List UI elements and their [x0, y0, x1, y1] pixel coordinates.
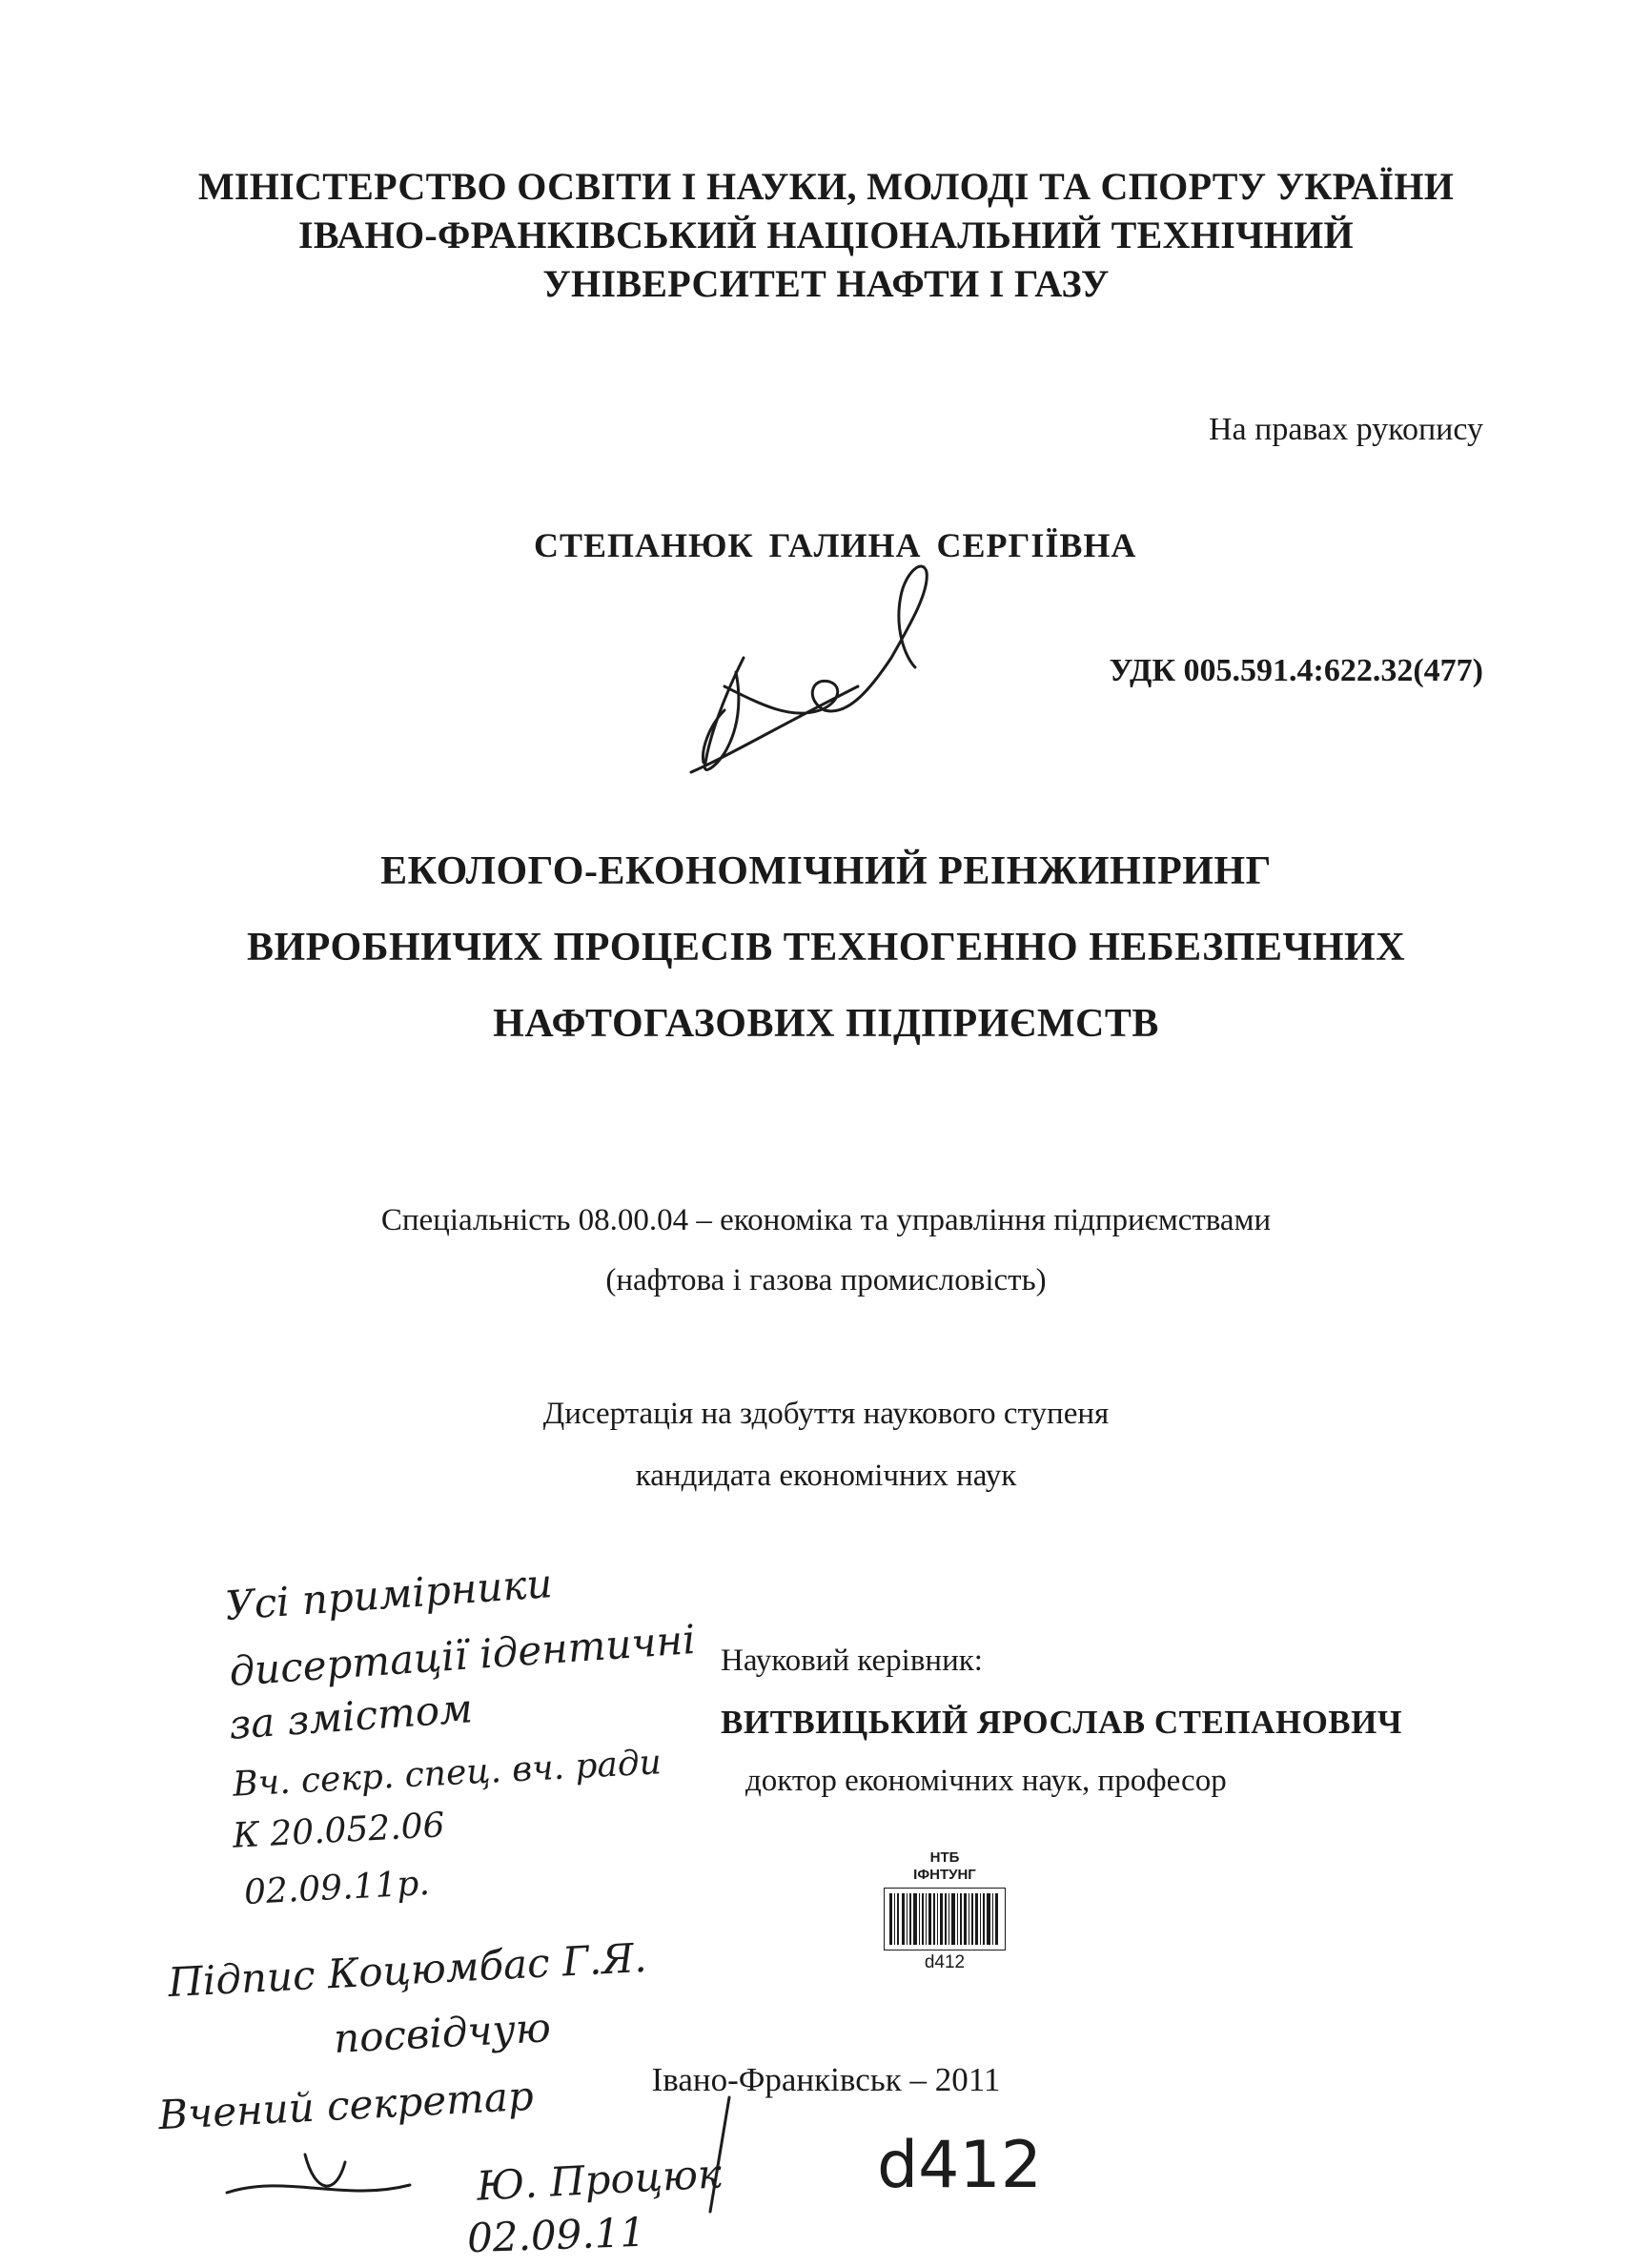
handwritten-note-9: Вчений секретар — [156, 2072, 535, 2139]
handwritten-code: d412 — [877, 2128, 1042, 2203]
handwritten-note-4: Вч. секр. спец. вч. ради — [232, 1743, 663, 1805]
specialty-line-2: (нафтова і газова промисловість) — [605, 1263, 1047, 1297]
handwritten-note-8: посвідчую — [332, 2004, 552, 2062]
advisor-label: Науковий керівник: — [721, 1644, 983, 1678]
advisor-degree: доктор економічних наук, професор — [745, 1764, 1227, 1798]
degree-line-1: Дисертація на здобуття наукового ступеня — [542, 1397, 1110, 1431]
handwritten-note-5: К 20.052.06 — [232, 1806, 446, 1856]
handwritten-note-1: Усі примірники — [223, 1560, 554, 1629]
specialty-line-1: Спеціальність 08.00.04 – економіка та управління підприємствами — [380, 1203, 1272, 1237]
stamp-university-abbr: ІФНТУНГ — [913, 1867, 976, 1883]
university-line-2: УНІВЕРСИТЕТ НАФТИ І ГАЗУ — [542, 262, 1110, 305]
handwritten-note-2: дисертації ідентичні — [227, 1615, 698, 1696]
university-line-1: ІВАНО-ФРАНКІВСЬКИЙ НАЦІОНАЛЬНИЙ ТЕХНІЧНИЙ — [298, 214, 1354, 256]
advisor-name: ВИТВИЦЬКИЙ ЯРОСЛАВ СТЕПАНОВИЧ — [721, 1704, 1403, 1741]
manuscript-note: На правах рукопису — [1208, 412, 1483, 447]
handwritten-note-3: за змістом — [227, 1685, 475, 1748]
handwritten-note-10: Ю. Процюк — [475, 2150, 724, 2210]
handwritten-note-7: Підпис Коцюмбас Г.Я. — [167, 1933, 648, 2007]
title-line-2: ВИРОБНИЧИХ ПРОЦЕСІВ ТЕХНОГЕННО НЕБЕЗПЕЧНИХ — [246, 926, 1406, 970]
handwritten-slash — [710, 2097, 729, 2212]
handwritten-note-6: 02.09.11р. — [243, 1863, 431, 1913]
title-line-1: ЕКОЛОГО-ЕКОНОМІЧНИЙ РЕІНЖИНІРИНГ — [380, 849, 1272, 893]
ministry-line: МІНІСТЕРСТВО ОСВІТИ І НАУКИ, МОЛОДІ ТА СПОРТУ УКРАЇНИ — [197, 165, 1455, 208]
udc-code: УДК 005.591.4:622.32(477) — [1109, 653, 1483, 688]
handwritten-note-11: 02.09.11 — [466, 2208, 646, 2262]
title-line-3: НАФТОГАЗОВИХ ПІДПРИЄМСТВ — [493, 1002, 1159, 1046]
author-name: СТЕПАНЮК ГАЛИНА СЕРГІЇВНА — [534, 526, 1137, 564]
stamp-library-name: НТБ — [929, 1849, 960, 1866]
secretary-signature — [227, 2155, 410, 2193]
city-year: Івано-Франківськ – 2011 — [651, 2061, 1001, 2098]
stamp-code: d412 — [924, 1952, 966, 1972]
degree-line-2: кандидата економічних наук — [635, 1459, 1017, 1493]
